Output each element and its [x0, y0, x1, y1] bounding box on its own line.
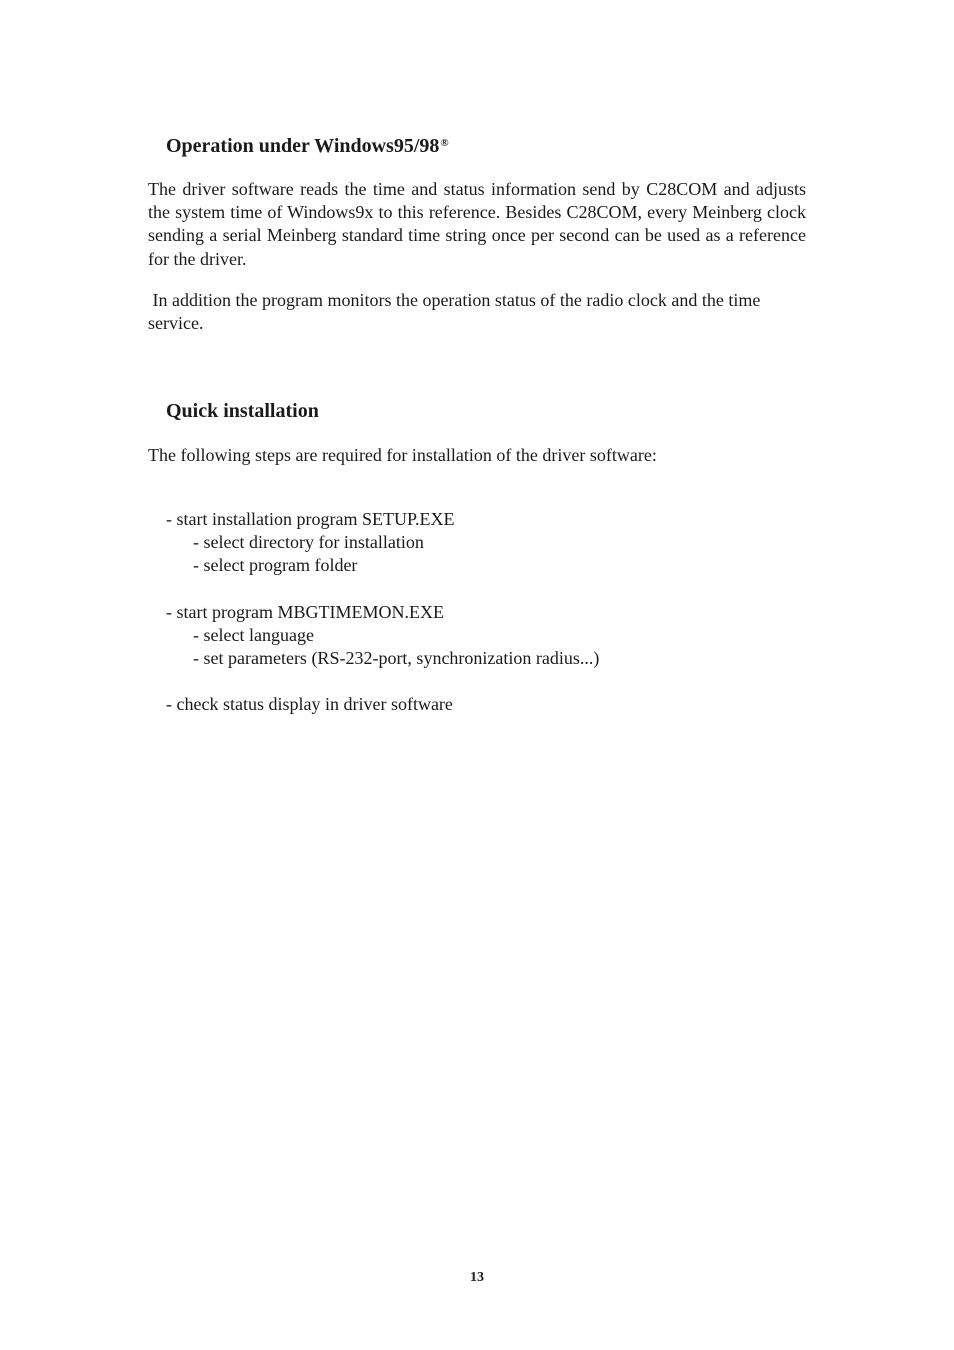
step-group-mbgtimemon	[166, 601, 599, 671]
step-sub: - select directory for installation	[193, 532, 424, 553]
step-main: - check status display in driver software	[166, 694, 453, 715]
registered-mark: ®	[440, 137, 449, 149]
step-sub: - select language	[193, 624, 314, 645]
step-group-setup	[166, 508, 599, 578]
step-main: - start program MBGTIMEMON.EXE	[166, 601, 444, 622]
page-number: 13	[470, 1270, 484, 1285]
section-heading-operation	[166, 134, 449, 158]
paragraph-install-intro: The following steps are required for installation of the driver software:	[148, 445, 657, 465]
step-main: - start installation program SETUP.EXE	[166, 509, 455, 529]
paragraph-driver-description: The driver software reads the time and status information send by C28COM and adjusts the system time of Windows9x to this reference. Besides C28COM, every Meinberg clock sending a serial Meinberg standard time string once per second can be used as a reference for the driver.	[148, 179, 806, 269]
paragraph-monitoring: In addition the program monitors the operation status of the radio clock and the time service.	[148, 290, 765, 334]
step-sub: - set parameters (RS-232-port, synchronization radius...)	[193, 648, 600, 669]
section-heading-quick-installation: Quick installation	[166, 400, 319, 422]
step-group-check-status	[166, 693, 599, 716]
step-sub: - select program folder	[193, 555, 358, 576]
heading-text: Operation under Windows95/98	[166, 135, 440, 157]
installation-steps	[166, 508, 599, 739]
